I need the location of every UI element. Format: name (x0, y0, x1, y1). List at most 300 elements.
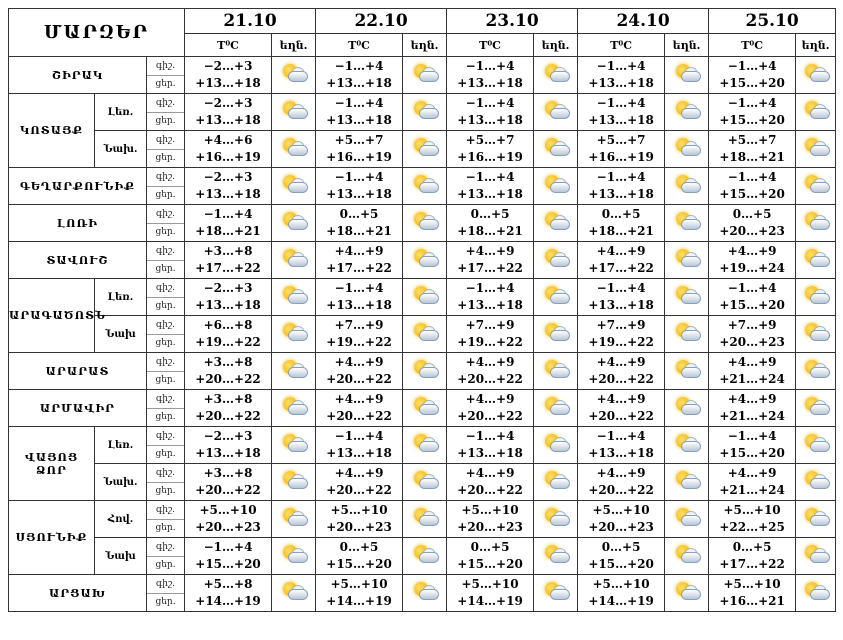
night-temp: +4…+9 (465, 466, 515, 480)
temperature-cell (316, 205, 403, 242)
night-label: գիշ. (147, 280, 184, 298)
temperature-cell (709, 427, 796, 464)
temperature-cell (316, 501, 403, 538)
day-temp: +15…+20 (719, 113, 785, 127)
sun-behind-cloud-icon (410, 62, 440, 84)
subregion-label: Հով. (95, 501, 147, 538)
sun-behind-cloud-icon (672, 395, 702, 417)
weather-cell (796, 242, 836, 279)
day-temp: +13…+18 (195, 446, 261, 460)
day-night-labels (147, 168, 185, 205)
day-temp: +20…+22 (588, 372, 654, 386)
night-temp: +4…+9 (334, 244, 384, 258)
night-label: գիշ. (147, 465, 184, 483)
day-temp: +16…+21 (719, 594, 785, 608)
night-temp: −1…+4 (727, 170, 777, 184)
icon-col-header: եղն. (272, 34, 316, 57)
temperature-cell (447, 242, 534, 279)
day-night-labels (147, 242, 185, 279)
night-temp: −1…+4 (203, 207, 253, 221)
subregion-label: Նախ. (95, 131, 147, 168)
weather-cell (272, 57, 316, 94)
day-temp: +15…+20 (719, 298, 785, 312)
day-temp: +19…+24 (719, 261, 785, 275)
region-name: ՎԱՅՈՑ ՁՈՐ (9, 427, 95, 501)
weather-cell (403, 427, 447, 464)
sun-behind-cloud-icon (801, 543, 831, 565)
day-temp: +13…+18 (588, 76, 654, 90)
temperature-cell (578, 464, 665, 501)
day-temp: +19…+22 (326, 335, 392, 349)
day-temp: +15…+20 (326, 557, 392, 571)
weather-cell (272, 131, 316, 168)
day-label: ցեր. (155, 559, 176, 570)
day-temp: +13…+18 (195, 76, 261, 90)
weather-cell (796, 279, 836, 316)
temperature-cell (316, 94, 403, 131)
temperature-cell (185, 205, 272, 242)
weather-cell (403, 575, 447, 612)
day-label: ցեր. (155, 115, 176, 126)
weather-cell (665, 575, 709, 612)
day-temp: +19…+22 (457, 335, 523, 349)
weather-cell (796, 57, 836, 94)
day-temp: +13…+18 (588, 113, 654, 127)
sun-behind-cloud-icon (541, 395, 571, 417)
night-temp: +5…+7 (465, 133, 515, 147)
weather-cell (796, 94, 836, 131)
date-header: 22.10 (316, 9, 447, 34)
sun-behind-cloud-icon (279, 506, 309, 528)
night-temp: +4…+6 (203, 133, 253, 147)
day-temp: +21…+24 (719, 372, 785, 386)
weather-cell (403, 538, 447, 575)
temperature-cell (578, 57, 665, 94)
temperature-cell (185, 168, 272, 205)
sun-behind-cloud-icon (672, 358, 702, 380)
table-row (9, 464, 836, 501)
temperature-cell (316, 353, 403, 390)
sun-behind-cloud-icon (279, 136, 309, 158)
subregion-label: Լեռ. (95, 427, 147, 464)
sun-behind-cloud-icon (672, 432, 702, 454)
temperature-cell (578, 390, 665, 427)
night-temp: +5…+10 (723, 503, 781, 517)
day-temp: +20…+22 (195, 409, 261, 423)
night-label: գիշ. (147, 132, 184, 150)
sun-behind-cloud-icon (279, 62, 309, 84)
temperature-cell (447, 205, 534, 242)
sun-behind-cloud-icon (541, 62, 571, 84)
table-row (9, 427, 836, 464)
weather-cell (665, 205, 709, 242)
night-label: գիշ. (147, 95, 184, 113)
temperature-cell (447, 94, 534, 131)
day-label: ցեր. (155, 337, 176, 348)
night-temp: −2…+3 (203, 59, 253, 73)
day-temp: +13…+18 (326, 76, 392, 90)
region-name: ԱՐԱԳԱԾՈՏՆ (9, 279, 95, 353)
temperature-cell (185, 575, 272, 612)
temperature-cell (316, 538, 403, 575)
weather-cell (272, 538, 316, 575)
temperature-cell (316, 390, 403, 427)
day-label: ցեր. (155, 300, 176, 311)
temp-col-header: T⁰C (316, 34, 403, 57)
night-temp: +5…+7 (334, 133, 384, 147)
temperature-cell (578, 205, 665, 242)
night-temp: −1…+4 (596, 170, 646, 184)
sun-behind-cloud-icon (279, 395, 309, 417)
weather-cell (534, 279, 578, 316)
sun-behind-cloud-icon (410, 210, 440, 232)
weather-cell (272, 427, 316, 464)
sun-behind-cloud-icon (410, 469, 440, 491)
table-row (9, 390, 836, 427)
night-temp: +4…+9 (727, 392, 777, 406)
day-night-labels (147, 57, 185, 94)
sun-behind-cloud-icon (801, 358, 831, 380)
day-temp: +15…+20 (588, 557, 654, 571)
day-temp: +20…+22 (326, 483, 392, 497)
weather-cell (403, 316, 447, 353)
day-temp: +14…+19 (457, 594, 523, 608)
night-temp: −2…+3 (203, 96, 253, 110)
weather-cell (534, 316, 578, 353)
subregion-label: Լեռ. (95, 279, 147, 316)
temperature-cell (447, 390, 534, 427)
night-label: գիշ. (147, 317, 184, 335)
weather-cell (272, 390, 316, 427)
night-temp: +4…+9 (334, 466, 384, 480)
day-label: ցեր. (155, 374, 176, 385)
night-label: գիշ. (147, 354, 184, 372)
night-temp: 0…+5 (470, 540, 510, 554)
temperature-cell (316, 168, 403, 205)
night-temp: +3…+8 (203, 355, 253, 369)
night-temp: +4…+9 (727, 355, 777, 369)
weather-cell (796, 205, 836, 242)
subregion-label: Նախ (95, 316, 147, 353)
day-night-labels (147, 353, 185, 390)
temperature-cell (578, 316, 665, 353)
temperature-cell (185, 94, 272, 131)
temperature-cell (447, 131, 534, 168)
table-row (9, 205, 836, 242)
temperature-cell (447, 316, 534, 353)
day-temp: +14…+19 (326, 594, 392, 608)
sun-behind-cloud-icon (410, 358, 440, 380)
temperature-cell (447, 501, 534, 538)
table-row (9, 94, 836, 131)
day-temp: +20…+22 (195, 372, 261, 386)
sun-behind-cloud-icon (279, 432, 309, 454)
temperature-cell (185, 353, 272, 390)
day-temp: +21…+24 (719, 483, 785, 497)
day-night-labels (147, 131, 185, 168)
day-temp: +17…+22 (195, 261, 261, 275)
day-temp: +14…+19 (195, 594, 261, 608)
weather-cell (534, 131, 578, 168)
night-temp: 0…+5 (732, 207, 772, 221)
sun-behind-cloud-icon (541, 173, 571, 195)
night-temp: +6…+8 (203, 318, 253, 332)
day-night-labels (147, 316, 185, 353)
weather-cell (272, 242, 316, 279)
day-temp: +20…+23 (588, 520, 654, 534)
weather-cell (534, 353, 578, 390)
temperature-cell (185, 464, 272, 501)
temperature-cell (709, 353, 796, 390)
weather-cell (403, 168, 447, 205)
night-temp: −1…+4 (203, 540, 253, 554)
temperature-cell (578, 575, 665, 612)
temp-col-header: T⁰C (709, 34, 796, 57)
day-temp: +20…+23 (719, 335, 785, 349)
temp-col-header: T⁰C (447, 34, 534, 57)
night-temp: 0…+5 (601, 207, 641, 221)
weather-cell (796, 131, 836, 168)
night-label: գիշ. (147, 502, 184, 520)
day-temp: +18…+21 (195, 224, 261, 238)
sun-behind-cloud-icon (541, 99, 571, 121)
table-row (9, 353, 836, 390)
sun-behind-cloud-icon (801, 506, 831, 528)
weather-cell (403, 94, 447, 131)
sun-behind-cloud-icon (672, 247, 702, 269)
sun-behind-cloud-icon (672, 469, 702, 491)
sun-behind-cloud-icon (801, 321, 831, 343)
temperature-cell (185, 390, 272, 427)
day-temp: +20…+22 (588, 483, 654, 497)
sun-behind-cloud-icon (410, 395, 440, 417)
sun-behind-cloud-icon (801, 395, 831, 417)
sun-behind-cloud-icon (541, 469, 571, 491)
day-temp: +20…+23 (195, 520, 261, 534)
weather-cell (403, 279, 447, 316)
date-header: 24.10 (578, 9, 709, 34)
sun-behind-cloud-icon (541, 321, 571, 343)
day-night-labels (147, 205, 185, 242)
subregion-label: Նախ. (95, 464, 147, 501)
night-temp: +5…+8 (203, 577, 253, 591)
sun-behind-cloud-icon (410, 543, 440, 565)
icon-col-header: եղն. (796, 34, 836, 57)
sun-behind-cloud-icon (801, 284, 831, 306)
night-temp: −1…+4 (334, 281, 384, 295)
day-temp: +18…+21 (457, 224, 523, 238)
weather-cell (665, 427, 709, 464)
weather-cell (665, 464, 709, 501)
day-temp: +13…+18 (588, 298, 654, 312)
weather-cell (665, 131, 709, 168)
temperature-cell (316, 57, 403, 94)
night-temp: −1…+4 (596, 281, 646, 295)
night-temp: −1…+4 (465, 281, 515, 295)
weather-cell (665, 94, 709, 131)
weather-cell (534, 168, 578, 205)
night-temp: +7…+9 (465, 318, 515, 332)
temperature-cell (447, 538, 534, 575)
night-temp: +7…+9 (334, 318, 384, 332)
sun-behind-cloud-icon (279, 99, 309, 121)
sun-behind-cloud-icon (672, 543, 702, 565)
day-temp: +17…+22 (719, 557, 785, 571)
temperature-cell (578, 538, 665, 575)
day-temp: +20…+23 (457, 520, 523, 534)
icon-col-header: եղն. (534, 34, 578, 57)
weather-cell (796, 390, 836, 427)
day-temp: +18…+21 (588, 224, 654, 238)
sun-behind-cloud-icon (279, 321, 309, 343)
night-temp: −1…+4 (727, 429, 777, 443)
sun-behind-cloud-icon (801, 62, 831, 84)
day-temp: +16…+19 (457, 150, 523, 164)
night-temp: +3…+8 (203, 244, 253, 258)
night-temp: +4…+9 (727, 466, 777, 480)
day-temp: +18…+21 (719, 150, 785, 164)
night-temp: 0…+5 (732, 540, 772, 554)
forecast-table (8, 8, 836, 612)
night-temp: −2…+3 (203, 170, 253, 184)
sun-behind-cloud-icon (672, 506, 702, 528)
day-temp: +16…+19 (326, 150, 392, 164)
table-row (9, 242, 836, 279)
weather-cell (272, 501, 316, 538)
temperature-cell (709, 538, 796, 575)
night-label: գիշ. (147, 391, 184, 409)
temperature-cell (185, 427, 272, 464)
sun-behind-cloud-icon (541, 247, 571, 269)
weather-cell (272, 353, 316, 390)
weather-cell (665, 353, 709, 390)
sun-behind-cloud-icon (672, 136, 702, 158)
night-temp: 0…+5 (339, 207, 379, 221)
weather-cell (272, 94, 316, 131)
night-temp: +4…+9 (334, 355, 384, 369)
temperature-cell (447, 168, 534, 205)
table-row (9, 575, 836, 612)
sun-behind-cloud-icon (541, 543, 571, 565)
temperature-cell (709, 279, 796, 316)
night-temp: +4…+9 (465, 392, 515, 406)
region-name: ՇԻՐԱԿ (9, 57, 147, 94)
sun-behind-cloud-icon (410, 432, 440, 454)
weather-cell (403, 57, 447, 94)
sun-behind-cloud-icon (410, 247, 440, 269)
day-temp: +14…+19 (588, 594, 654, 608)
temperature-cell (447, 353, 534, 390)
day-temp: +20…+23 (326, 520, 392, 534)
weather-cell (665, 316, 709, 353)
day-night-labels (147, 575, 185, 612)
day-label: ցեր. (155, 485, 176, 496)
weather-cell (665, 538, 709, 575)
region-name: ԼՈՌԻ (9, 205, 147, 242)
night-temp: −2…+3 (203, 429, 253, 443)
day-label: ցեր. (155, 411, 176, 422)
temperature-cell (578, 168, 665, 205)
day-temp: +15…+20 (719, 187, 785, 201)
night-temp: 0…+5 (601, 540, 641, 554)
day-temp: +13…+18 (195, 113, 261, 127)
day-temp: +13…+18 (195, 298, 261, 312)
sun-behind-cloud-icon (410, 99, 440, 121)
night-temp: +5…+10 (592, 503, 650, 517)
sun-behind-cloud-icon (541, 210, 571, 232)
regions-header: ՄԱՐԶԵՐ (9, 9, 185, 57)
day-temp: +20…+22 (457, 409, 523, 423)
day-temp: +20…+22 (588, 409, 654, 423)
temperature-cell (709, 464, 796, 501)
temperature-cell (709, 94, 796, 131)
temperature-cell (578, 94, 665, 131)
temperature-cell (316, 279, 403, 316)
temperature-cell (709, 316, 796, 353)
sun-behind-cloud-icon (279, 247, 309, 269)
day-label: ցեր. (155, 448, 176, 459)
region-name: ՍՅՈՒՆԻՔ (9, 501, 95, 575)
day-night-labels (147, 501, 185, 538)
day-night-labels (147, 464, 185, 501)
sun-behind-cloud-icon (672, 321, 702, 343)
temperature-cell (447, 57, 534, 94)
weather-cell (534, 242, 578, 279)
sun-behind-cloud-icon (672, 173, 702, 195)
night-temp: +5…+10 (723, 577, 781, 591)
night-temp: 0…+5 (339, 540, 379, 554)
temperature-cell (316, 316, 403, 353)
day-temp: +15…+20 (719, 446, 785, 460)
night-temp: −1…+4 (465, 59, 515, 73)
weather-cell (272, 575, 316, 612)
weather-cell (534, 94, 578, 131)
sun-behind-cloud-icon (410, 173, 440, 195)
day-temp: +17…+22 (457, 261, 523, 275)
night-temp: +5…+7 (596, 133, 646, 147)
day-temp: +13…+18 (457, 113, 523, 127)
temperature-cell (447, 464, 534, 501)
subregion-label: Նախ (95, 538, 147, 575)
subregion-label: Լեռ. (95, 94, 147, 131)
night-temp: +5…+10 (330, 503, 388, 517)
temperature-cell (578, 501, 665, 538)
date-header: 21.10 (185, 9, 316, 34)
night-temp: +4…+9 (596, 466, 646, 480)
day-temp: +20…+23 (719, 224, 785, 238)
night-temp: +5…+7 (727, 133, 777, 147)
night-label: գիշ. (147, 539, 184, 557)
weather-cell (272, 279, 316, 316)
temperature-cell (316, 427, 403, 464)
day-temp: +20…+22 (457, 372, 523, 386)
sun-behind-cloud-icon (801, 210, 831, 232)
weather-cell (796, 168, 836, 205)
weather-cell (665, 390, 709, 427)
night-label: գիշ. (147, 58, 184, 76)
weather-cell (534, 205, 578, 242)
day-temp: +13…+18 (457, 187, 523, 201)
night-label: գիշ. (147, 576, 184, 594)
temperature-cell (185, 131, 272, 168)
day-temp: +13…+18 (457, 446, 523, 460)
sun-behind-cloud-icon (672, 284, 702, 306)
night-label: գիշ. (147, 428, 184, 446)
sun-behind-cloud-icon (541, 136, 571, 158)
night-temp: 0…+5 (470, 207, 510, 221)
day-temp: +13…+18 (588, 446, 654, 460)
temperature-cell (185, 316, 272, 353)
